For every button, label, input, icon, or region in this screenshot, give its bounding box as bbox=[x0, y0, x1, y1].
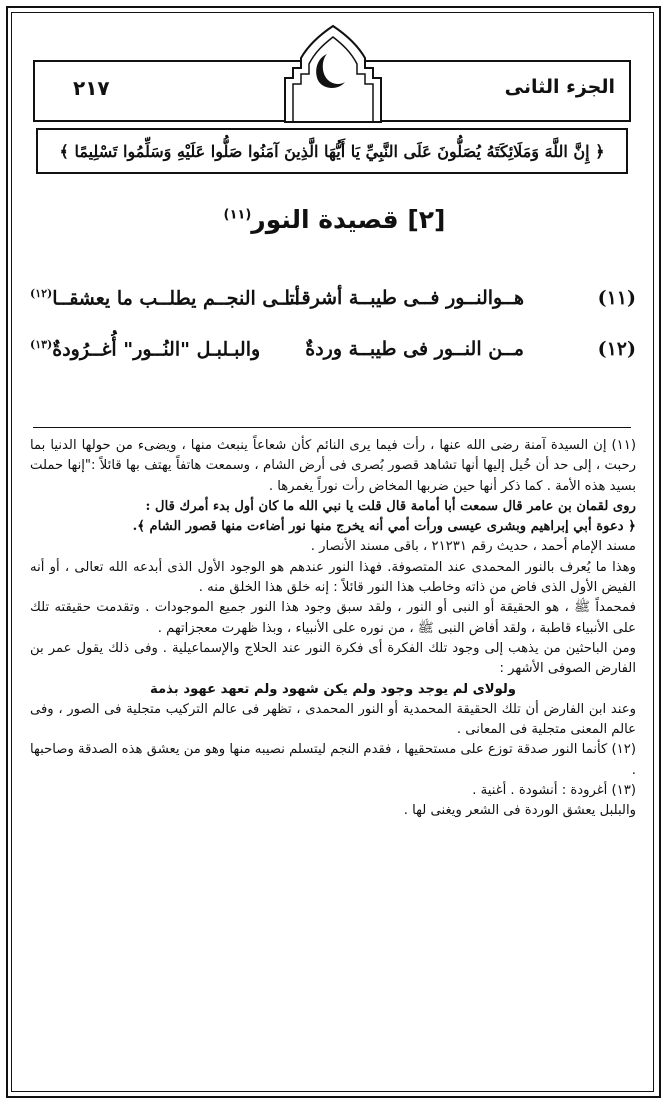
poem-line bbox=[22, 338, 644, 368]
poem-first-hemistich: هــوالنــور فــى طيبــة أشرقــا bbox=[284, 287, 524, 309]
footnote-mark: (١٣) bbox=[30, 338, 53, 351]
header-part-label: الجزء الثانى bbox=[504, 76, 615, 98]
poem-first-hemistich: مــن النــور فى طيبــة وردةٌ bbox=[305, 338, 524, 360]
footnote-paragraph: (١٢) كأنما النور صدقة توزع على مستحقيها ، فقدم النجم ليتسلم نصيبه منها وهو من يعشق هذه الصدقة وصاحبها . bbox=[30, 742, 636, 778]
hadith-narration: روى لقمان بن عامر قال سمعت أبا أمامة قال قلت يا نبي الله ما كان أول بدء أمرك قال : bbox=[145, 498, 636, 514]
page-number: ٢١٧ bbox=[73, 76, 110, 100]
hemistich-text: أتــى النجــم يطلــب ما يعشقــا bbox=[52, 287, 300, 310]
poem-line-number: (١١) bbox=[597, 287, 636, 309]
footnotes bbox=[30, 436, 636, 822]
footnote-paragraph: فمحمداً ﷺ ، هو الحقيقة أو النبى أو النور ، ولقد سبق وجود هذا النور جميع الموجودات . وتقدمت حقيقته تلك على الأنبياء قاطبة ، ولقد أفاض النبى ﷺ ، من نوره على الأنبياء ، وبذا ظهرت معجزاتهم . bbox=[30, 600, 636, 636]
footnote-source: مسند الإمام أحمد ، حديث رقم ٢١٢٣١ ، باقى مسند الأنصار . bbox=[310, 539, 636, 555]
footnote-paragraph: والبلبل يعشق الوردة فى الشعر ويغنى لها . bbox=[403, 803, 636, 819]
title-text: [٢] قصيدة النور bbox=[251, 205, 446, 234]
poem-line-number: (١٢) bbox=[597, 338, 636, 360]
quoted-verse: ولولاى لم يوجد وجود ولم يكن شهود ولم تعهد عهود بذمة bbox=[150, 681, 516, 697]
footnote-paragraph: (١١) إن السيدة آمنة رضى الله عنها ، رأت فيما يرى النائم كأن شعاعاً ينبعث منها ، ويضىء من حولها الدنيا بما رحبت ، إلى حد أن خُيل إليها أنها تشاهد قصور بُصرى فى أرض الشام ، وسمعت هاتفاً يهتف بها قائلاً :"إنها حملت بسيد هذه الأمة . كما ذكر أنها حين ضربها المخاض رأت نوراً يغمرها . bbox=[30, 438, 636, 494]
page-title bbox=[0, 205, 669, 234]
poem-second-hemistich bbox=[30, 287, 300, 309]
hemistich-text: والبـلبـل "النُــور" أُغــرُودةٌ bbox=[52, 338, 261, 361]
poem-line bbox=[22, 287, 644, 317]
title-footnote-mark: (١١) bbox=[223, 207, 252, 223]
hadith-text: ﴿ دعوة أبي إبراهيم وبشرى عيسى ورأت أمي أنه يخرج منها نور أضاءت منها قصور الشام ﴾. bbox=[132, 519, 636, 535]
quran-verse-band: ﴿ إِنَّ اللَّهَ وَمَلَائِكَتَهُ يُصَلُّونَ عَلَى النَّبِيِّ يَا أَيُّهَا الَّذِينَ آمَنُوا صَلُّوا عَلَيْهِ وَسَلِّمُوا تَسْلِيمًا ﴾ bbox=[36, 128, 628, 174]
footnote-mark: (١٢) bbox=[30, 287, 53, 300]
crescent-arch-ornament bbox=[281, 22, 385, 124]
poem-second-hemistich bbox=[30, 338, 260, 360]
footnote-paragraph: (١٣) أغرودة : أنشودة . أغنية . bbox=[472, 783, 636, 799]
footnote-paragraph: ومن الباحثين من يذهب إلى وجود تلك الفكرة أى فكرة النور عند الحلاج والإسماعيلية . وفى ذلك يقول عمر بن الفارض الصوفى الأشهر : bbox=[30, 640, 636, 677]
footnote-paragraph: وعند ابن الفارض أن تلك الحقيقة المحمدية أو النور المحمدى ، تظهر فى عالم التركيب متجلية فى الصور ، وفى عالم المعنى متجلية فى المعانى . bbox=[30, 701, 636, 738]
footnote-separator bbox=[33, 427, 631, 428]
footnote-paragraph: وهذا ما يُعرف بالنور المحمدى عند المتصوفة. فهذا النور عندهم هو الوجود الأول الذى أبدعه الله تعالى ، أو أنه الفيض الأول الذى فاض من ذاته وخاطب هذا النور قائلاً : إنه خلق هذا الخلق منه . bbox=[30, 559, 636, 596]
